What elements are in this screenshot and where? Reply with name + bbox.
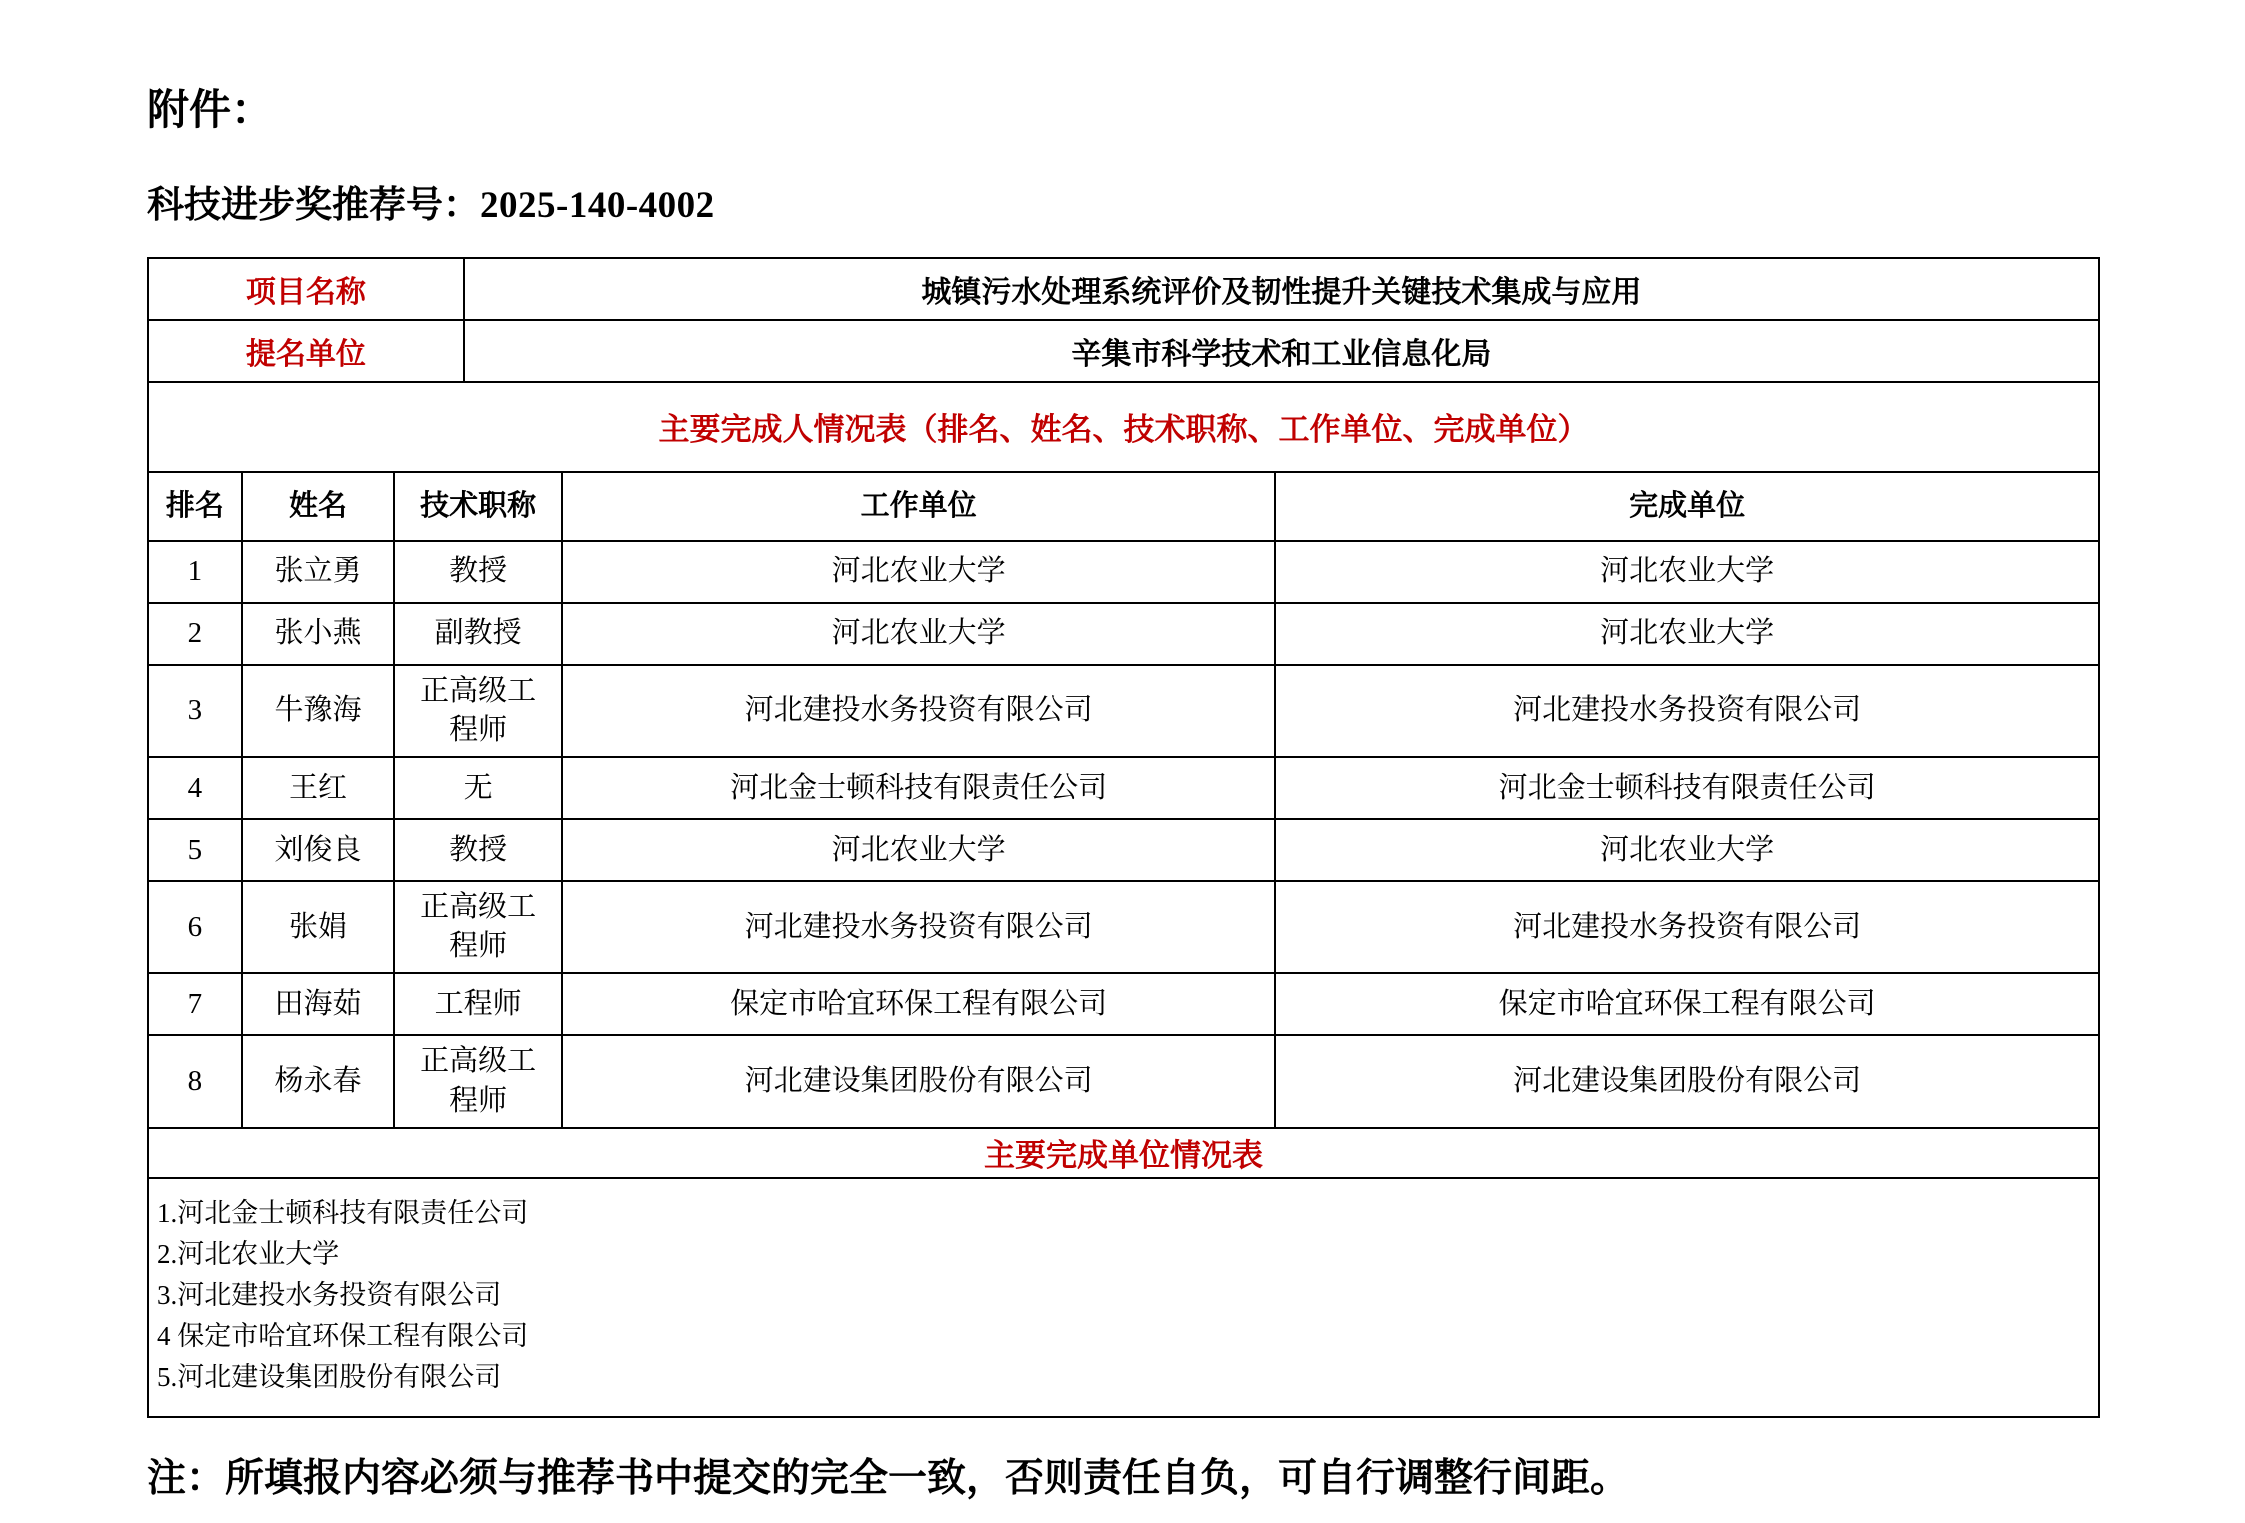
table-cell: 河北建设集团股份有限公司 (1275, 1035, 2098, 1127)
project-name-value: 城镇污水处理系统评价及韧性提升关键技术集成与应用 (921, 275, 1642, 309)
table-cell: 河北金士顿科技有限责任公司 (1275, 757, 2098, 819)
table-cell: 无 (394, 757, 562, 819)
completers-tbody (149, 541, 2098, 1128)
col-header-work-unit: 工作单位 (562, 473, 1275, 541)
award-table (147, 257, 2100, 1418)
completers-table (149, 473, 2098, 1129)
table-cell: 张小燕 (242, 603, 395, 665)
table-cell: 正高级工程师 (394, 1035, 562, 1127)
table-cell: 7 (149, 973, 242, 1035)
table-cell: 河北建投水务投资有限公司 (1275, 665, 2098, 757)
table-cell: 杨永春 (242, 1035, 395, 1127)
table-row (149, 881, 2098, 973)
table-cell: 王红 (242, 757, 395, 819)
table-cell: 河北农业大学 (562, 541, 1275, 603)
table-cell: 保定市哈宜环保工程有限公司 (562, 973, 1275, 1035)
table-cell: 5 (149, 819, 242, 881)
unit-item: 4 保定市哈宜环保工程有限公司 (157, 1320, 529, 1351)
col-header-title: 技术职称 (394, 473, 562, 541)
table-cell: 2 (149, 603, 242, 665)
completers-header-row (149, 473, 2098, 541)
unit-item: 5.河北建设集团股份有限公司 (157, 1361, 502, 1392)
table-cell: 河北农业大学 (1275, 541, 2098, 603)
table-cell: 河北农业大学 (1275, 819, 2098, 881)
table-cell: 副教授 (394, 603, 562, 665)
table-cell: 张娟 (242, 881, 395, 973)
table-row (149, 665, 2098, 757)
nominating-unit-label: 提名单位 (149, 321, 465, 381)
project-name-row (149, 259, 2098, 321)
completers-table-title: 主要完成人情况表（排名、姓名、技术职称、工作单位、完成单位） (149, 383, 2098, 473)
table-cell: 河北建设集团股份有限公司 (562, 1035, 1275, 1127)
table-cell: 河北金士顿科技有限责任公司 (562, 757, 1275, 819)
table-cell: 正高级工程师 (394, 665, 562, 757)
table-row (149, 541, 2098, 603)
recommendation-number: 2025-140-4002 (480, 185, 715, 227)
units-list (149, 1179, 2098, 1416)
table-cell: 6 (149, 881, 242, 973)
table-row (149, 757, 2098, 819)
unit-item: 2.河北农业大学 (157, 1238, 340, 1269)
table-row (149, 1035, 2098, 1127)
unit-item: 3.河北建投水务投资有限公司 (157, 1279, 502, 1310)
table-cell: 工程师 (394, 973, 562, 1035)
table-cell: 河北建投水务投资有限公司 (1275, 881, 2098, 973)
unit-item: 1.河北金士顿科技有限责任公司 (157, 1197, 529, 1228)
table-cell: 河北农业大学 (1275, 603, 2098, 665)
table-cell: 田海茹 (242, 973, 395, 1035)
table-cell: 河北建投水务投资有限公司 (562, 665, 1275, 757)
table-cell: 河北农业大学 (562, 603, 1275, 665)
table-cell: 教授 (394, 819, 562, 881)
table-cell: 教授 (394, 541, 562, 603)
table-cell: 张立勇 (242, 541, 395, 603)
nominating-unit-value: 辛集市科学技术和工业信息化局 (1071, 337, 1492, 371)
table-cell: 1 (149, 541, 242, 603)
table-row (149, 819, 2098, 881)
note-text: 注：所填报内容必须与推荐书中提交的完全一致，否则责任自负，可自行调整行间距。 (147, 1456, 1630, 1500)
table-cell: 保定市哈宜环保工程有限公司 (1275, 973, 2098, 1035)
units-table-title: 主要完成单位情况表 (149, 1129, 2098, 1179)
recommendation-label: 科技进步奖推荐号： (147, 185, 480, 227)
project-name-label: 项目名称 (149, 259, 465, 319)
nominating-unit-row (149, 321, 2098, 383)
table-cell: 刘俊良 (242, 819, 395, 881)
col-header-rank: 排名 (149, 473, 242, 541)
table-row (149, 603, 2098, 665)
col-header-completing-unit: 完成单位 (1275, 473, 2098, 541)
table-cell: 4 (149, 757, 242, 819)
table-cell: 3 (149, 665, 242, 757)
recommendation-line (147, 186, 2100, 227)
col-header-name: 姓名 (242, 473, 395, 541)
table-cell: 河北农业大学 (562, 819, 1275, 881)
attachment-label: 附件： (147, 88, 274, 134)
table-cell: 河北建投水务投资有限公司 (562, 881, 1275, 973)
table-row (149, 973, 2098, 1035)
table-cell: 8 (149, 1035, 242, 1127)
table-cell: 牛豫海 (242, 665, 395, 757)
table-cell: 正高级工程师 (394, 881, 562, 973)
